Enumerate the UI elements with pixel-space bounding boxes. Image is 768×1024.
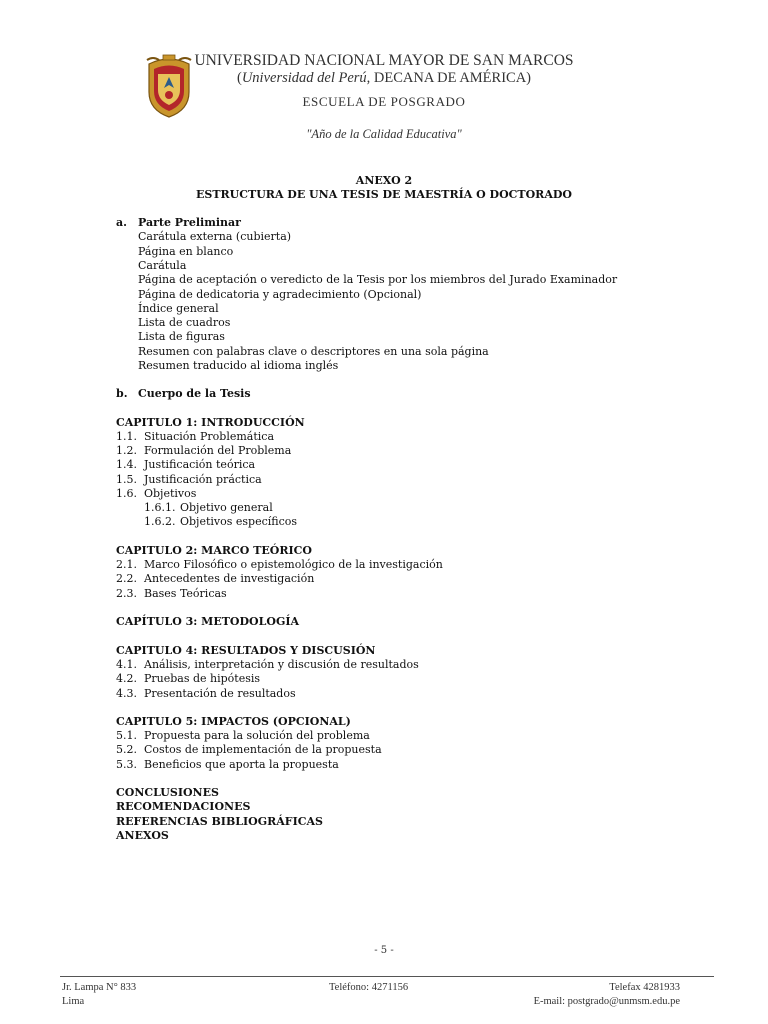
list-item: 1.5. Justificación práctica: [116, 473, 262, 486]
section-b-label: Cuerpo de la Tesis: [138, 387, 251, 400]
footer-email: E-mail: postgrado@unmsm.edu.pe: [533, 996, 680, 1007]
list-item: Lista de figuras: [138, 330, 225, 343]
list-item: 1.1. Situación Problemática: [116, 430, 274, 443]
list-item: 1.2. Formulación del Problema: [116, 444, 292, 457]
university-subtitle: (Universidad del Perú, DECANA DE AMÉRICA): [236, 70, 532, 86]
list-item: Resumen con palabras clave o descriptores en una sola página: [138, 345, 489, 358]
footer-fax: Telefax 4281933: [609, 982, 680, 993]
section-a-marker: a.: [116, 216, 127, 229]
footer-address: Jr. Lampa N° 833: [62, 982, 137, 993]
list-item: Página de dedicatoria y agradecimiento (Opcional): [138, 288, 422, 301]
list-item: Resumen traducido al idioma inglés: [138, 359, 339, 372]
page-number: - 5 -: [374, 945, 394, 956]
list-item: 2.3. Bases Teóricas: [116, 587, 227, 600]
closing-recommendations: RECOMENDACIONES: [116, 800, 251, 813]
list-item: 1.6.1. Objetivo general: [144, 501, 273, 514]
closing-references: REFERENCIAS BIBLIOGRÁFICAS: [116, 815, 323, 828]
university-crest-icon: [143, 54, 195, 118]
list-item: Lista de cuadros: [138, 316, 231, 329]
list-item: 5.2. Costos de implementación de la propuesta: [116, 743, 382, 756]
school-name: ESCUELA DE POSGRADO: [302, 94, 466, 109]
list-item: 2.2. Antecedentes de investigación: [116, 572, 315, 585]
list-item: Página en blanco: [138, 245, 234, 258]
list-item: Carátula: [138, 259, 187, 272]
footer-divider: [60, 976, 714, 977]
university-name: UNIVERSIDAD NACIONAL MAYOR DE SAN MARCOS: [194, 52, 574, 69]
university-subtitle-italic: Universidad del Perú: [241, 70, 367, 86]
list-item: 1.6.2. Objetivos específicos: [144, 515, 298, 528]
chapter-2-title: CAPITULO 2: MARCO TEÓRICO: [116, 544, 312, 557]
list-item: 4.2. Pruebas de hipótesis: [116, 672, 261, 685]
list-item: Índice general: [138, 302, 219, 315]
list-item: 5.1. Propuesta para la solución del problema: [116, 729, 370, 742]
chapter-3-title: CAPÍTULO 3: METODOLOGÍA: [116, 615, 300, 628]
closing-annexes: ANEXOS: [116, 829, 169, 842]
section-a-label: Parte Preliminar: [138, 216, 241, 229]
chapter-4-title: CAPITULO 4: RESULTADOS Y DISCUSIÓN: [116, 644, 376, 657]
list-item: 4.3. Presentación de resultados: [116, 687, 296, 700]
year-motto: "Año de la Calidad Educativa": [306, 127, 462, 141]
list-item: 4.1. Análisis, interpretación y discusión de resultados: [116, 658, 419, 671]
list-item: 1.4. Justificación teórica: [116, 458, 256, 471]
list-item: 2.1. Marco Filosófico o epistemológico de la investigación: [116, 558, 443, 571]
chapter-1-title: CAPITULO 1: INTRODUCCIÓN: [116, 416, 305, 429]
footer-phone: Teléfono: 4271156: [329, 982, 409, 993]
chapter-5-title: CAPITULO 5: IMPACTOS (OPCIONAL): [116, 715, 351, 728]
list-item: Carátula externa (cubierta): [138, 230, 292, 243]
footer-city: Lima: [62, 996, 85, 1007]
list-item: Página de aceptación o veredicto de la Tesis por los miembros del Jurado Examinador: [138, 273, 618, 286]
section-b-marker: b.: [116, 387, 128, 400]
annex-label: ANEXO 2: [355, 174, 413, 187]
list-item: 1.6. Objetivos: [116, 487, 197, 500]
list-item: 5.3. Beneficios que aporta la propuesta: [116, 758, 339, 771]
document-title: ESTRUCTURA DE UNA TESIS DE MAESTRÍA O DOCTORADO: [196, 188, 572, 201]
closing-conclusions: CONCLUSIONES: [116, 786, 219, 799]
